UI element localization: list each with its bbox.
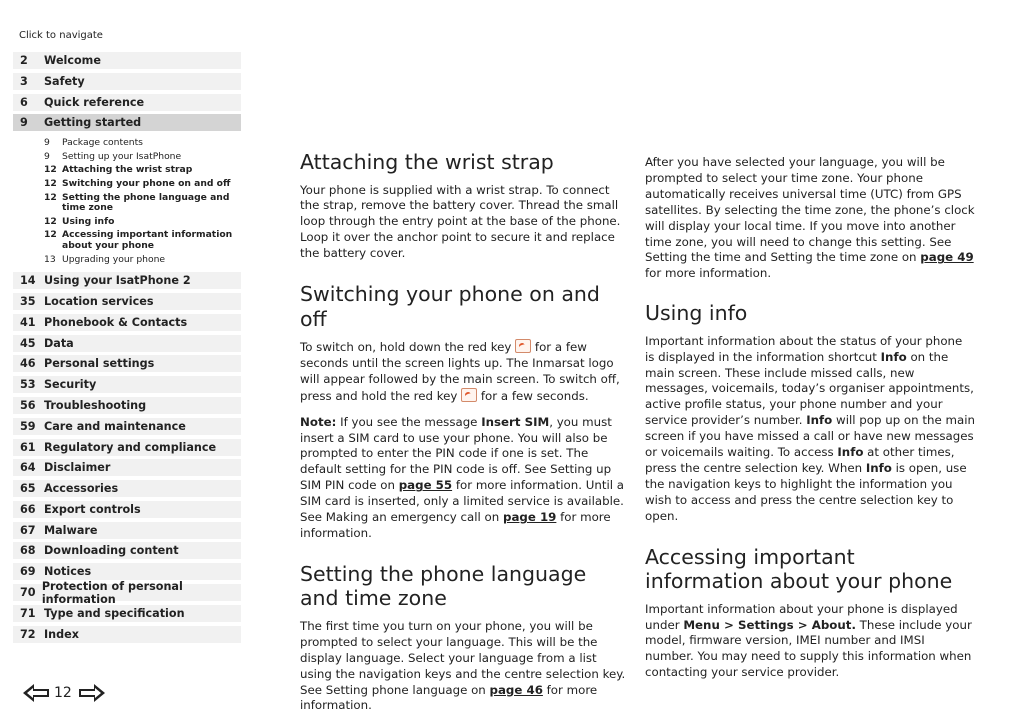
text-run: at other times, press the centre selection key. When (645, 445, 955, 475)
toc-item-safety[interactable] (13, 73, 241, 90)
toc-page-number: 71 (20, 606, 36, 620)
toc-label: Welcome (44, 54, 101, 67)
toc-page-number: 3 (20, 74, 28, 88)
info-label: Info (865, 461, 892, 475)
toc-item[interactable] (13, 563, 241, 580)
red-key-icon (515, 339, 531, 353)
section-title-using-info: Using info (645, 301, 748, 326)
toc-label: Location services (44, 294, 154, 308)
section-body (645, 334, 975, 525)
toc-sub-label: Setting up your IsatPhone (62, 150, 182, 162)
toc-sub-label: Accessing important information about your phone (62, 229, 233, 251)
toc-item[interactable] (13, 480, 241, 497)
toc-item[interactable] (13, 579, 241, 606)
toc-page-number: 41 (20, 315, 36, 329)
section-body: Your phone is supplied with a wrist strap. To connect the strap, remove the battery cover. Thread the small loop through the entry point at the base of the phone. Loop it over the anchor point to secure it and replace the battery cover. (300, 182, 621, 261)
toc-sub-label: Using info (62, 215, 115, 227)
toc-sub-item[interactable] (13, 152, 241, 163)
toc-page-number: 6 (20, 95, 28, 109)
text-run: These include your model, firmware version, IMEI number and IMSI number. You may need to supply this information when contacting your service provider. (645, 617, 972, 680)
toc-label: Disclaimer (44, 461, 111, 475)
text-run: for more information. (300, 510, 611, 540)
toc-label: Phonebook & Contacts (44, 315, 188, 329)
toc-item-getting-started[interactable] (13, 114, 241, 131)
toc-label: Using your IsatPhone 2 (44, 274, 191, 288)
toc-label: Protection of personal information (41, 579, 183, 606)
toc-sub-page-number: 12 (44, 215, 57, 227)
text-run: for more information. (300, 682, 598, 713)
text-run: If you see the message (336, 414, 482, 429)
note-paragraph (300, 415, 630, 542)
toc-sub-item[interactable] (13, 217, 241, 228)
page-link[interactable]: page 55 (398, 478, 453, 493)
toc-page-number: 9 (20, 116, 28, 130)
toc-label: Notices (44, 565, 92, 579)
section-title-language: Setting the phone language and time zone (300, 561, 587, 611)
toc-page-number: 2 (20, 54, 28, 67)
toc-sub-page-number: 12 (44, 229, 57, 241)
table-of-contents (13, 52, 241, 646)
section-body (300, 619, 630, 714)
section-title-switching: Switching your phone on and off (300, 282, 600, 331)
toc-label: Index (44, 627, 79, 641)
toc-item[interactable] (13, 501, 241, 518)
toc-sub-page-number: 9 (44, 150, 50, 162)
toc-item[interactable] (13, 314, 241, 331)
text-run: for a few seconds. (477, 388, 589, 403)
toc-item[interactable] (13, 418, 241, 435)
text-run: , you must insert a SIM card to use your phone. You will also be prompted to enter the PIN code if one is set. The default setting for the PIN code is off. See Setting up SIM PIN code on (300, 414, 612, 493)
content-column-left (300, 150, 630, 724)
toc-label: Troubleshooting (44, 398, 147, 412)
toc-sub-label: Upgrading your phone (62, 253, 166, 265)
toc-sub-label: Attaching the wrist strap (62, 164, 193, 176)
toc-sub-page-number: 9 (44, 137, 50, 149)
toc-label: Getting started (44, 116, 142, 130)
prev-arrow-icon[interactable] (22, 683, 50, 703)
toc-page-number: 68 (20, 544, 36, 558)
page-link[interactable]: page 49 (920, 250, 974, 265)
toc-page-number: 65 (20, 482, 36, 496)
toc-item[interactable] (13, 605, 241, 622)
toc-sub-item[interactable] (13, 165, 241, 176)
toc-sub-page-number: 12 (44, 191, 57, 203)
text-run: Important information about the status of your phone is displayed in the information shortcut (645, 333, 963, 364)
toc-page-number: 69 (20, 565, 36, 579)
toc-sub-page-number: 12 (44, 177, 57, 189)
toc-label: Malware (44, 523, 98, 537)
text-run: The first time you turn on your phone, you will be prompted to select your language. This will be the display language. Select your language from a list using the navigation keys and the centre selection key. See Setting phone language on (300, 618, 626, 697)
note-label: Note: (300, 414, 337, 429)
menu-path: Menu > Settings > About. (683, 617, 856, 632)
text-run: After you have selected your language, you will be prompted to select your time zone. Your phone automatically receives universal time (UTC) from GPS satellites. By selecting the time zone, the phone’s clock will display your local time. If you move into another time zone, you will need to change this setting. See Setting the time and Setting the time zone on (645, 155, 975, 265)
toc-label: Regulatory and compliance (44, 440, 217, 454)
toc-page-number: 66 (20, 502, 36, 516)
toc-item[interactable] (13, 376, 241, 393)
toc-page-number: 64 (20, 461, 36, 475)
text-run: Important information about your phone is displayed under (645, 601, 958, 632)
toc-item-quick-reference[interactable] (13, 94, 241, 111)
toc-sub-page-number: 13 (44, 253, 56, 265)
toc-sub-item[interactable] (13, 138, 241, 149)
text-run: for more information. (645, 266, 772, 281)
toc-page-number: 56 (20, 398, 36, 412)
section-body (645, 155, 975, 282)
toc-item[interactable] (13, 335, 241, 352)
text-run: for more information. Until a SIM card is inserted, only a limited service is available. See Making an emergency call on (300, 478, 624, 525)
text-run: on the main screen. These include missed calls, new messages, voicemails, today’s organiser appointments, active profile status, your phone number and your service provider’s number. (645, 349, 974, 428)
section-body (300, 339, 630, 405)
toc-item[interactable] (13, 272, 241, 289)
content-column-right (645, 155, 975, 691)
section-body (645, 602, 975, 682)
page-number: 12 (54, 685, 72, 701)
toc-sub-label: Switching your phone on and off (62, 177, 231, 189)
toc-subsection-list (13, 135, 241, 272)
toc-label: Personal settings (44, 357, 155, 371)
toc-page-number: 70 (20, 586, 36, 600)
toc-label: Type and specification (44, 606, 185, 620)
toc-sub-label: Setting the phone language and time zone (62, 191, 230, 214)
section-title-accessing-info: Accessing important information about your phone (645, 544, 953, 594)
toc-page-number: 14 (20, 274, 36, 288)
toc-item[interactable] (13, 397, 241, 414)
info-label: Info (880, 349, 907, 364)
text-run: is open, use the navigation keys to highlight the information you wish to access and press the centre selection key to open. (645, 461, 967, 523)
toc-item[interactable] (13, 522, 241, 539)
toc-page-number: 61 (20, 440, 36, 454)
toc-sub-page-number: 12 (44, 164, 57, 176)
toc-sub-item[interactable] (13, 193, 241, 214)
toc-label: Export controls (44, 502, 141, 516)
info-label: Info (806, 413, 833, 428)
toc-item[interactable] (13, 293, 241, 310)
message-name: Insert SIM (481, 414, 550, 429)
text-run: will pop up on the main screen if you have missed a call or have new messages or voicemails waiting. To access (645, 413, 975, 460)
page-link[interactable]: page 46 (489, 682, 543, 697)
toc-sub-item[interactable] (13, 230, 241, 251)
toc-page-number: 53 (20, 378, 36, 392)
toc-sub-label: Package contents (62, 137, 143, 149)
toc-label: Safety (44, 74, 85, 88)
text-run: for a few seconds until the screen lights up. The Inmarsat logo will appear followed by the main screen. To switch off, press and hold the red key (300, 340, 620, 403)
toc-page-number: 59 (20, 419, 36, 433)
toc-page-number: 45 (20, 336, 36, 350)
toc-label: Accessories (44, 482, 119, 496)
toc-label: Downloading content (44, 544, 179, 558)
toc-item[interactable] (13, 439, 241, 456)
toc-sub-item[interactable] (13, 179, 241, 190)
toc-item[interactable] (13, 355, 241, 372)
red-key-icon (461, 388, 477, 402)
toc-label: Care and maintenance (44, 419, 186, 433)
toc-page-number: 67 (20, 523, 36, 537)
page-navigator (22, 683, 106, 703)
toc-page-number: 46 (20, 357, 36, 371)
toc-item-welcome[interactable] (13, 52, 241, 69)
toc-item[interactable] (13, 459, 241, 476)
toc-item[interactable] (13, 626, 241, 643)
page-link[interactable]: page 19 (503, 510, 557, 525)
text-run: To switch on, hold down the red key (300, 340, 516, 355)
toc-label: Data (44, 336, 74, 350)
toc-page-number: 72 (20, 627, 36, 641)
nav-hint: Click to navigate (19, 30, 103, 41)
next-arrow-icon[interactable] (78, 683, 106, 703)
toc-item[interactable] (13, 542, 241, 559)
toc-page-number: 35 (20, 294, 36, 308)
toc-label: Quick reference (44, 95, 145, 109)
toc-sub-item[interactable] (13, 255, 241, 266)
info-label: Info (837, 445, 864, 460)
toc-label: Security (44, 378, 97, 392)
section-title-wrist-strap: Attaching the wrist strap (300, 150, 554, 174)
